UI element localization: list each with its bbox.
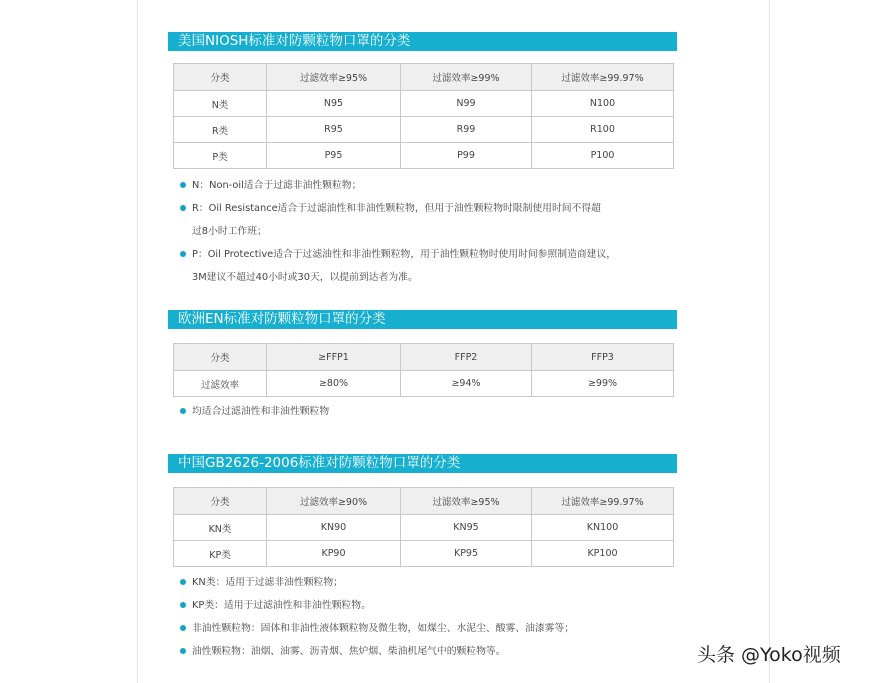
bullet-dot-icon bbox=[180, 648, 186, 654]
header-cell: 过滤效率≥99% bbox=[401, 64, 532, 91]
list-item: 均适合过滤油性和非油性颗粒物 bbox=[180, 400, 682, 423]
table-cell: 过滤效率 bbox=[174, 371, 267, 397]
bullet-dot-icon bbox=[180, 602, 186, 608]
header-cell: 分类 bbox=[174, 344, 267, 371]
list-item: 非油性颗粒物：固体和非油性液体颗粒物及微生物，如煤尘、水泥尘、酸雾、油漆雾等； bbox=[180, 617, 682, 640]
list-item: KP类：适用于过滤油性和非油性颗粒物。 bbox=[180, 594, 682, 617]
niosh-notes bbox=[180, 174, 682, 289]
table-cell: P100 bbox=[532, 143, 674, 169]
list-item: 油性颗粒物：油烟、油雾、沥青烟、焦炉烟、柴油机尾气中的颗粒物等。 bbox=[180, 640, 682, 663]
table-cell: N类 bbox=[174, 91, 267, 117]
header-cell: FFP2 bbox=[401, 344, 532, 371]
header-cell: 分类 bbox=[174, 64, 267, 91]
table-cell: R95 bbox=[267, 117, 401, 143]
bullet-dot-icon bbox=[180, 625, 186, 631]
table-cell: KN100 bbox=[532, 515, 674, 541]
table-row bbox=[174, 541, 674, 567]
table-row bbox=[174, 371, 674, 397]
header-cell: 过滤效率≥95% bbox=[267, 64, 401, 91]
header-cell: 分类 bbox=[174, 488, 267, 515]
list-item: P：Oil Protective适合于过滤油性和非油性颗粒物，用于油性颗粒物时使用时间参照制造商建议， 3M建议不超过40小时或30天，以提前到达者为准。 bbox=[180, 243, 682, 289]
section-title-en: 欧洲EN标准对防颗粒物口罩的分类 bbox=[168, 310, 677, 329]
gb-table bbox=[173, 487, 674, 567]
header-cell: 过滤效率≥99.97% bbox=[532, 488, 674, 515]
table-header-row bbox=[174, 64, 674, 91]
bullet-dot-icon bbox=[180, 408, 186, 414]
table-cell: ≥94% bbox=[401, 371, 532, 397]
en-table bbox=[173, 343, 674, 397]
header-cell: ≥FFP1 bbox=[267, 344, 401, 371]
section-title-gb: 中国GB2626-2006标准对防颗粒物口罩的分类 bbox=[168, 454, 677, 473]
bullet-dot-icon bbox=[180, 579, 186, 585]
list-item: R：Oil Resistance适合于过滤油性和非油性颗粒物，但用于油性颗粒物时限制使用时间不得超 过8小时工作班； bbox=[180, 197, 682, 243]
table-cell: R类 bbox=[174, 117, 267, 143]
table-cell: ≥80% bbox=[267, 371, 401, 397]
table-cell: KN90 bbox=[267, 515, 401, 541]
table-cell: P95 bbox=[267, 143, 401, 169]
header-cell: 过滤效率≥99.97% bbox=[532, 64, 674, 91]
table-cell: N100 bbox=[532, 91, 674, 117]
niosh-table bbox=[173, 63, 674, 169]
table-cell: N99 bbox=[401, 91, 532, 117]
section-title-niosh: 美国NIOSH标准对防颗粒物口罩的分类 bbox=[168, 32, 677, 51]
header-cell: 过滤效率≥90% bbox=[267, 488, 401, 515]
document-page bbox=[137, 0, 770, 683]
table-header-row bbox=[174, 488, 674, 515]
bullet-dot-icon bbox=[180, 182, 186, 188]
header-cell: FFP3 bbox=[532, 344, 674, 371]
table-row bbox=[174, 91, 674, 117]
table-cell: P类 bbox=[174, 143, 267, 169]
en-notes bbox=[180, 400, 682, 423]
list-item: N：Non-oil适合于过滤非油性颗粒物； bbox=[180, 174, 682, 197]
list-item: KN类：适用于过滤非油性颗粒物； bbox=[180, 571, 682, 594]
table-row bbox=[174, 143, 674, 169]
table-cell: R99 bbox=[401, 117, 532, 143]
table-cell: KN95 bbox=[401, 515, 532, 541]
table-row bbox=[174, 515, 674, 541]
gb-notes bbox=[180, 571, 682, 663]
bullet-dot-icon bbox=[180, 251, 186, 257]
table-cell: KN类 bbox=[174, 515, 267, 541]
table-cell: ≥99% bbox=[532, 371, 674, 397]
table-cell: KP类 bbox=[174, 541, 267, 567]
watermark: 头条 @Yoko视频 bbox=[697, 644, 841, 666]
table-row bbox=[174, 117, 674, 143]
table-cell: N95 bbox=[267, 91, 401, 117]
table-cell: KP100 bbox=[532, 541, 674, 567]
table-cell: KP90 bbox=[267, 541, 401, 567]
header-cell: 过滤效率≥95% bbox=[401, 488, 532, 515]
table-cell: P99 bbox=[401, 143, 532, 169]
table-cell: KP95 bbox=[401, 541, 532, 567]
bullet-dot-icon bbox=[180, 205, 186, 211]
table-cell: R100 bbox=[532, 117, 674, 143]
table-header-row bbox=[174, 344, 674, 371]
